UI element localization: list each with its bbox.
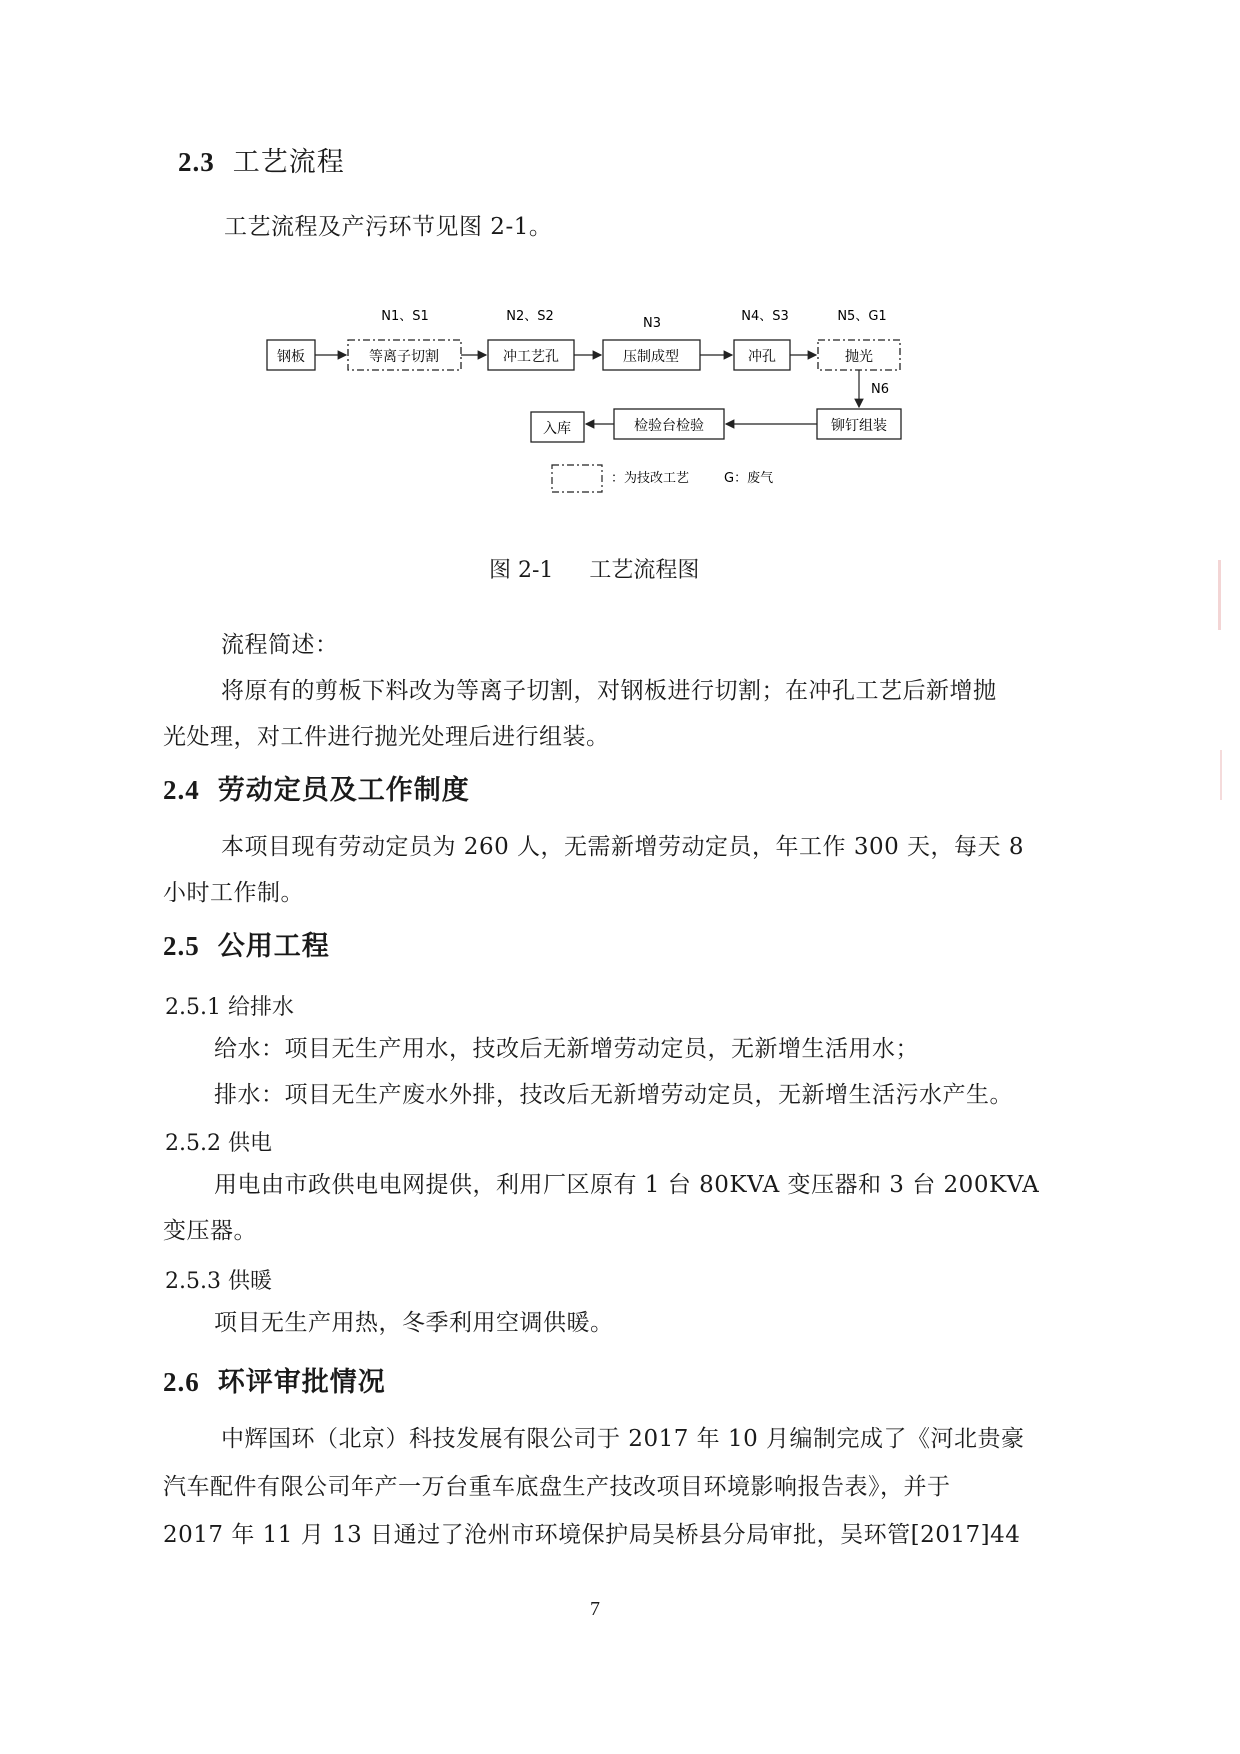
legend-dashed-box [552,465,602,492]
water-supply-line: 给水：项目无生产用水，技改后无新增劳动定员，无新增生活用水； [214,1036,919,1062]
box-plasma-cut-label: 等离子切割 [369,349,439,365]
label-n4s3: N4、S3 [741,309,789,324]
label-n3: N3 [643,316,661,331]
page-number: 7 [590,1598,600,1620]
section-title: 工艺流程 [232,147,345,178]
scan-edge-mark [1218,560,1221,630]
section-number: 2.6 [163,1367,200,1397]
power-line-2: 变压器。 [163,1218,257,1244]
section-title: 公用工程 [217,931,330,962]
box-steel-label: 钢板 [277,349,305,365]
heating-line: 项目无生产用热，冬季利用空调供暖。 [214,1310,614,1336]
section-number: 2.4 [163,775,200,805]
box-rivet-assembly-label: 铆钉组装 [831,418,887,434]
section-2-3-intro: 工艺流程及产污环节见图 2-1。 [224,214,553,240]
section-number: 2.3 [178,147,215,177]
section-2-6-line-3: 2017 年 11 月 13 日通过了沧州市环境保护局吴桥县分局审批，吴环管[2017]44 [163,1522,1021,1548]
box-punch-hole-label: 冲孔 [748,349,776,365]
box-storage-label: 入库 [543,421,571,437]
section-title: 环评审批情况 [217,1367,386,1398]
figure-title: 工艺流程图 [589,558,700,583]
figure-caption [489,553,699,584]
process-flow-diagram [255,300,935,520]
power-line-1: 用电由市政供电电网提供，利用厂区原有 1 台 80KVA 变压器和 3 台 200KVA [214,1172,1040,1198]
water-drain-line: 排水：项目无生产废水外排，技改后无新增劳动定员，无新增生活污水产生。 [214,1082,1013,1108]
flow-desc-line-1: 将原有的剪板下料改为等离子切割，对钢板进行切割；在冲孔工艺后新增抛 [221,678,997,704]
flow-desc-line-2: 光处理，对工件进行抛光处理后进行组装。 [163,724,610,750]
section-2-4-heading [163,768,470,807]
flow-desc-heading: 流程简述： [221,632,339,658]
subsection-2-5-1-heading: 2.5.1 给排水 [165,995,294,1020]
section-2-6-heading [163,1360,386,1399]
subsection-2-5-2-heading: 2.5.2 供电 [165,1131,272,1156]
section-title: 劳动定员及工作制度 [217,775,470,806]
label-n5g1: N5、G1 [837,309,887,324]
section-2-4-line-1: 本项目现有劳动定员为 260 人，无需新增劳动定员，年工作 300 天，每天 8 [221,834,1024,860]
scan-edge-mark [1220,750,1222,800]
box-press-form-label: 压制成型 [623,349,679,365]
section-number: 2.5 [163,931,200,961]
section-2-6-line-1: 中辉国环（北京）科技发展有限公司于 2017 年 10 月编制完成了《河北贵豪 [221,1426,1025,1452]
section-2-5-heading [163,924,330,963]
label-n1s1: N1、S1 [381,309,429,324]
subsection-2-5-3-heading: 2.5.3 供暖 [165,1269,272,1294]
section-2-3-heading [178,140,345,179]
box-polish-label: 抛光 [845,349,873,365]
section-2-4-line-2: 小时工作制。 [163,880,304,906]
label-n6: N6 [871,382,889,397]
figure-number: 图 2-1 [489,558,554,583]
box-punch-process-label: 冲工艺孔 [503,349,559,365]
label-n2s2: N2、S2 [506,309,554,324]
section-2-6-line-2: 汽车配件有限公司年产一万台重车底盘生产技改项目环境影响报告表》，并于 [163,1474,951,1500]
box-inspection-label: 检验台检验 [634,418,704,434]
legend-g-meaning: G：废气 [724,471,774,486]
legend-dashed-meaning: ：为技改工艺 [611,471,690,486]
